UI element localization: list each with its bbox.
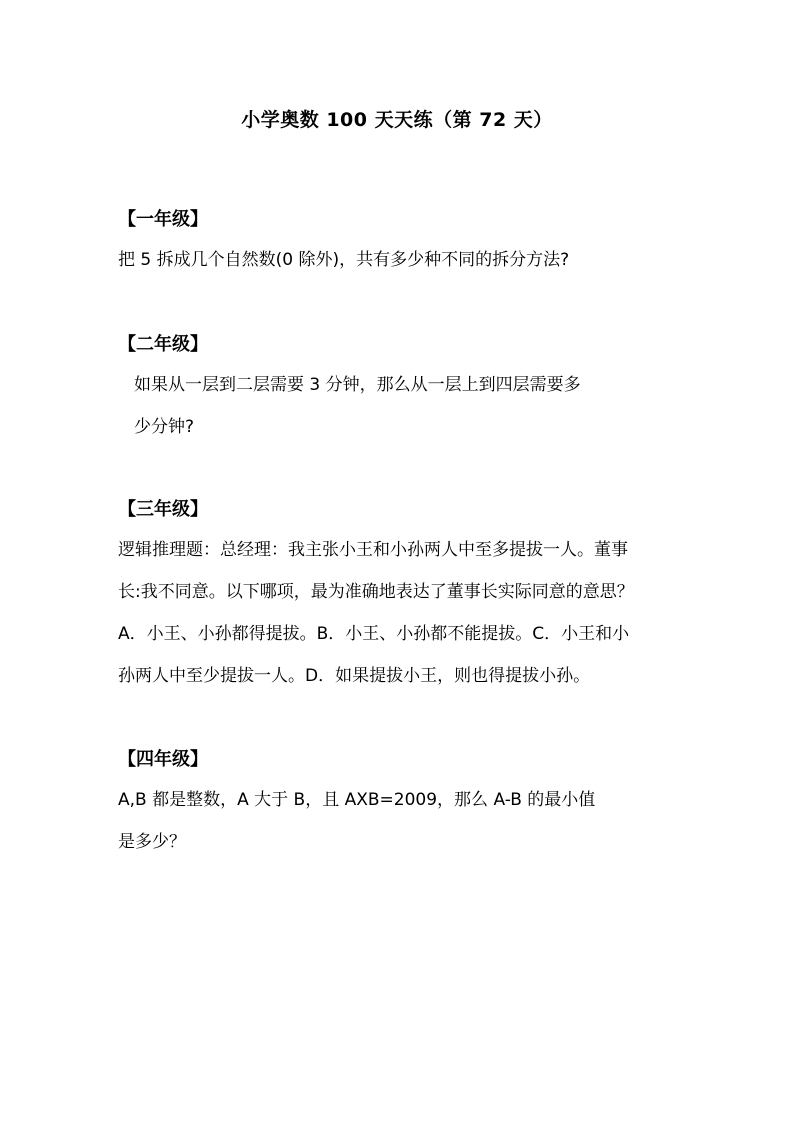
question-text (118, 239, 678, 281)
section-grade-3 (118, 495, 678, 697)
question-text (118, 364, 678, 448)
question-line: A,B 都是整数，A 大于 B，且 AXB=2009，那么 A-B 的最小值 (118, 790, 596, 810)
question-line: 孙两人中至少提拔一人。D．如果提拔小王，则也得提拔小孙。 (118, 666, 591, 686)
question-line: 如果从一层到二层需要 3 分钟，那么从一层上到四层需要多 (134, 375, 581, 395)
question-text (118, 529, 678, 697)
section-heading: 【三年级】 (118, 499, 208, 520)
question-line: 是多少？ (118, 832, 186, 852)
section-heading: 【二年级】 (118, 334, 208, 355)
section-grade-2 (118, 330, 678, 448)
question-line: 长:我不同意。以下哪项，最为准确地表达了董事长实际同意的意思？ (118, 582, 634, 602)
section-heading: 【四年级】 (118, 749, 208, 770)
question-line: A．小王、小孙都得提拔。B．小王、小孙都不能提拔。C．小王和小 (118, 624, 630, 644)
question-line: 逻辑推理题：总经理：我主张小王和小孙两人中至多提拔一人。董事 (118, 540, 628, 560)
page-title: 小学奥数 100 天天练（第 72 天） (241, 109, 553, 131)
section-grade-1 (118, 205, 678, 281)
question-line: 少分钟? (134, 417, 195, 437)
section-heading: 【一年级】 (118, 209, 208, 230)
question-text (118, 779, 678, 863)
question-line: 把 5 拆成几个自然数(0 除外)，共有多少种不同的拆分方法? (118, 250, 570, 270)
section-grade-4 (118, 745, 678, 863)
